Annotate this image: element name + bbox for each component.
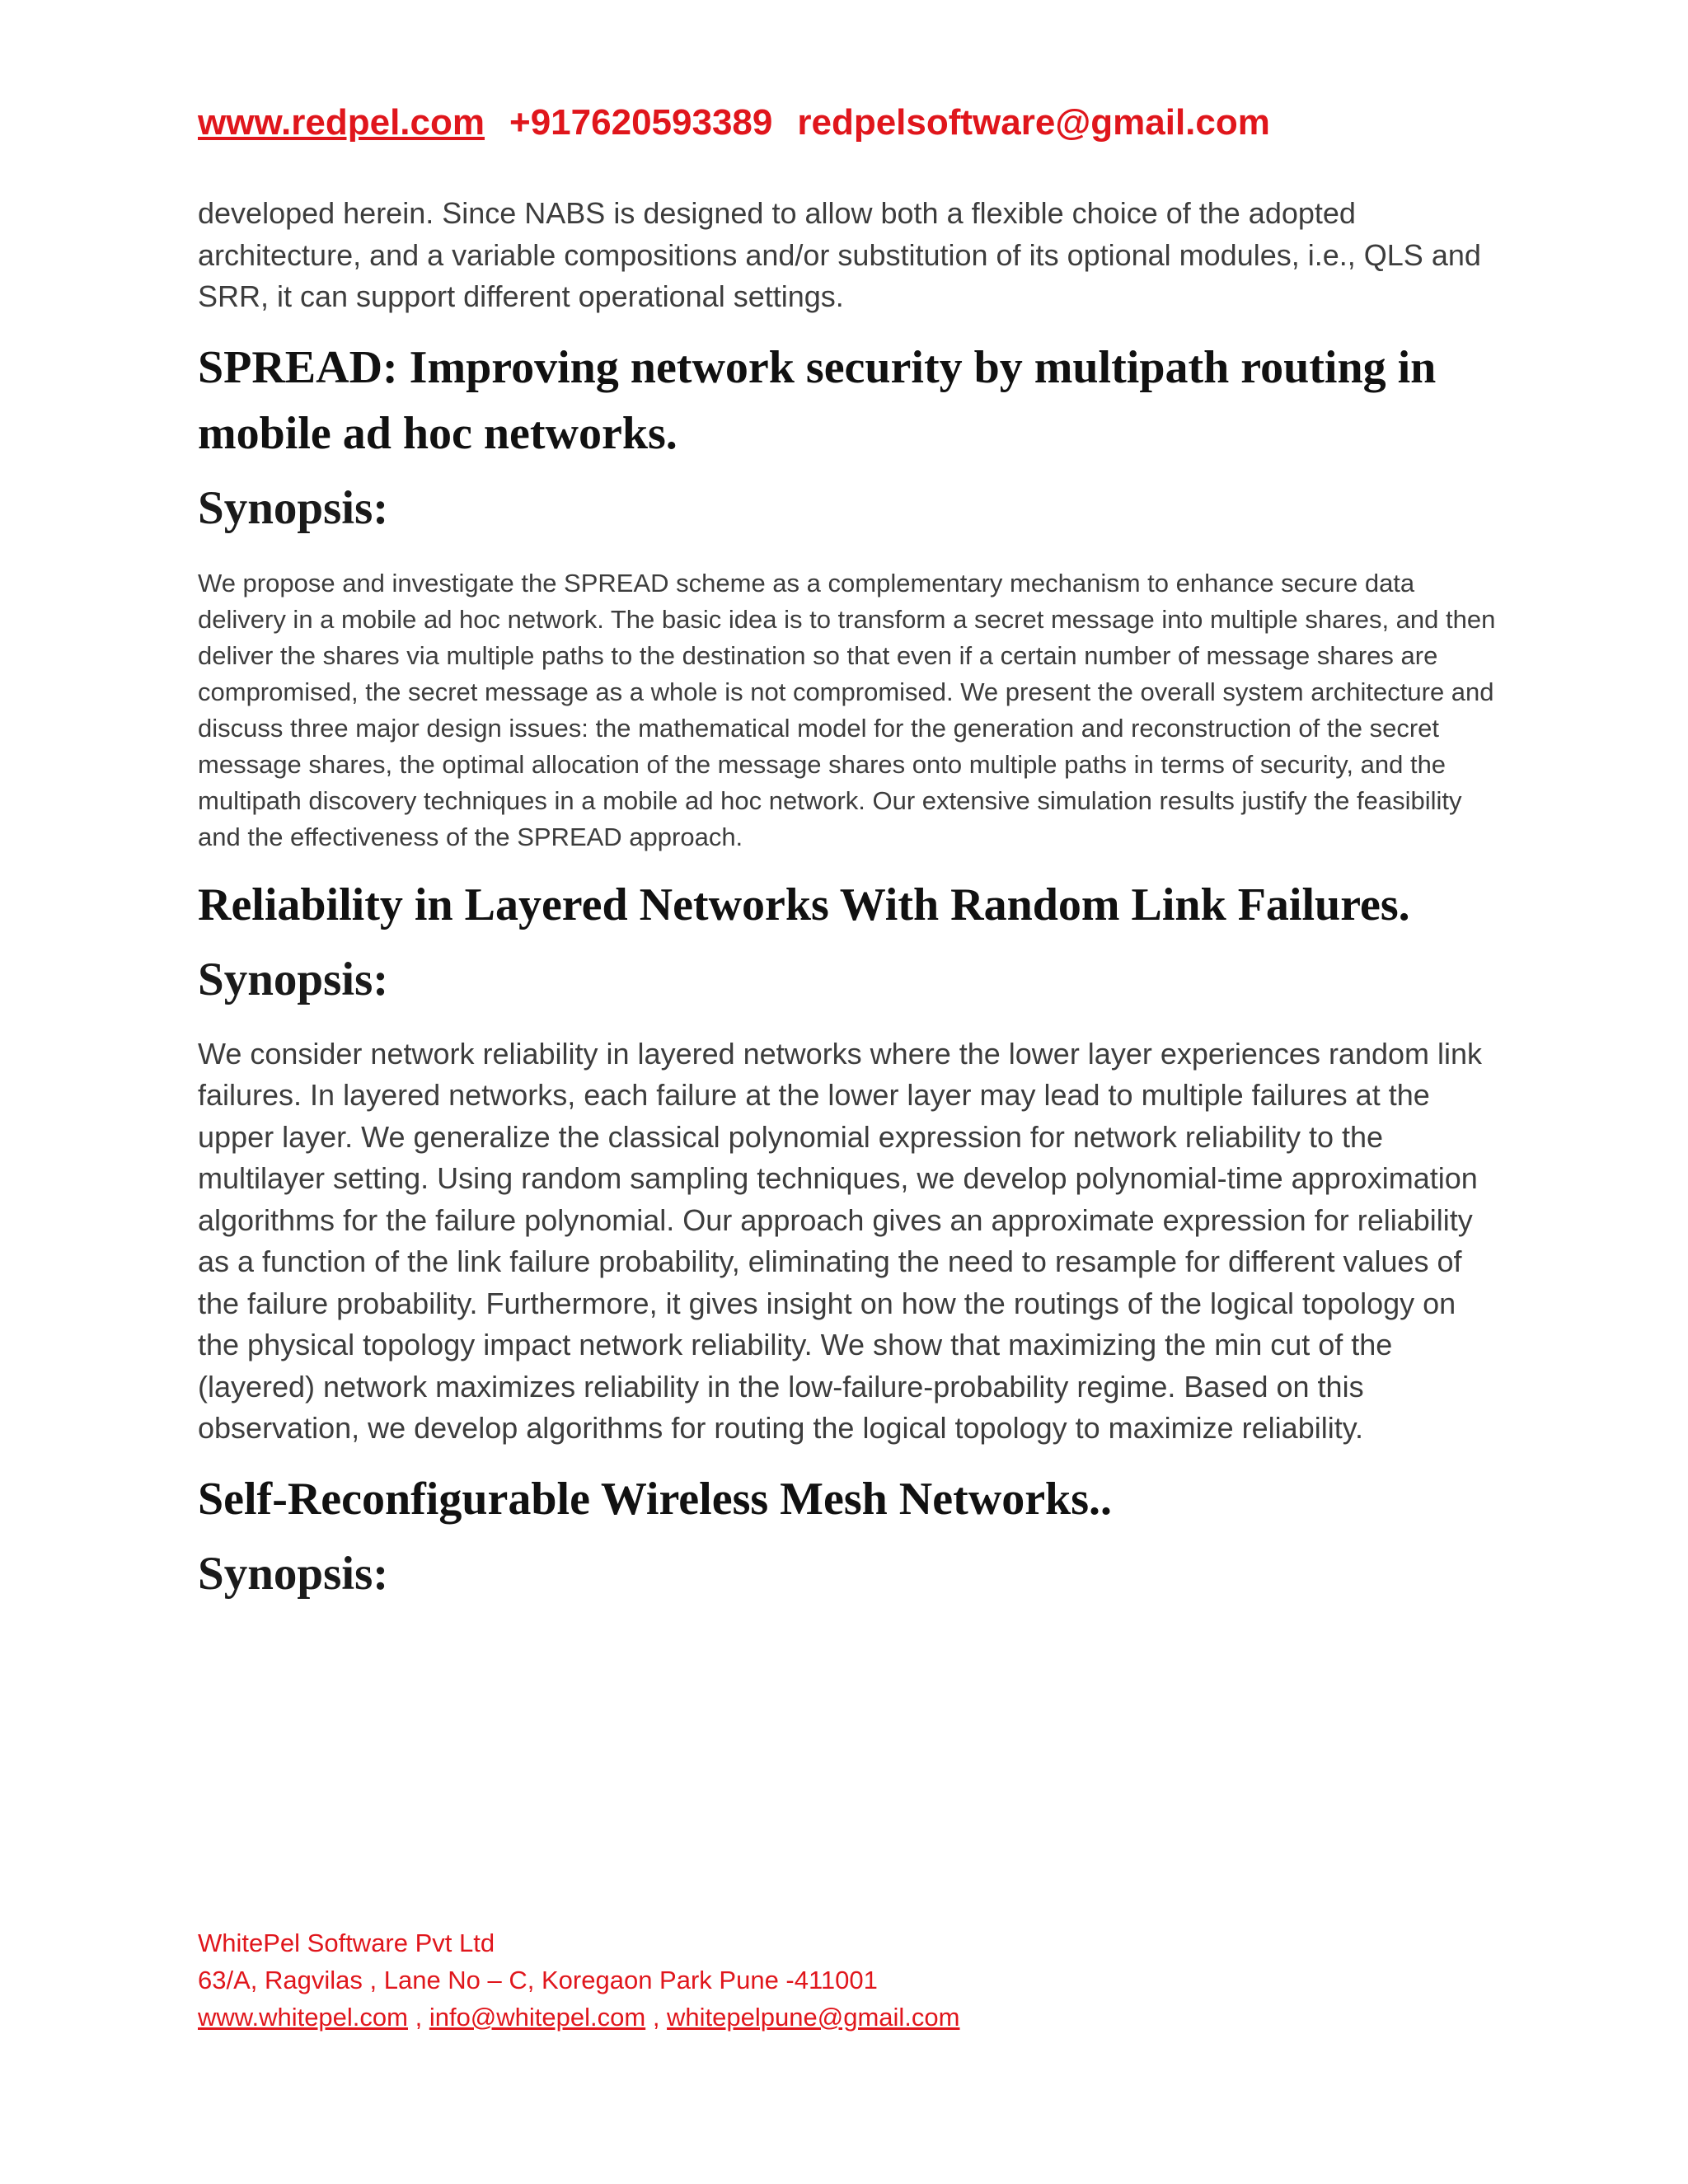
section-title-mesh: Self-Reconfigurable Wireless Mesh Networks..	[198, 1473, 1112, 1525]
contact-header	[198, 102, 1270, 143]
intro-paragraph: developed herein. Since NABS is designed to allow both a flexible choice of the adopted architecture, and a variable compositions and/or substitution of its optional modules, i.e., QLS and SRR, it can support different operational settings.	[198, 196, 1481, 313]
section-body-reliability: We consider network reliability in layered networks where the lower layer experiences random link failures. In layered networks, each failure at the lower layer may lead to multiple failures at the upper layer. We generalize the classical polynomial expression for network reliability to the multilayer setting. Using random sampling techniques, we develop polynomial-time approximation algorithms for the failure polynomial. Our approach gives an approximate expression for reliability as a function of the link failure probability, eliminating the need to resample for different values of the failure probability. Furthermore, it gives insight on how the routings of the logical topology on the physical topology impact network reliability. We show that maximizing the min cut of the (layered) network maximizes reliability in the low-failure-probability regime. Based on this observation, we develop algorithms for routing the logical topology to maximize reliability.	[198, 1036, 1483, 1445]
header-email: redpelsoftware@gmail.com	[797, 102, 1270, 143]
footer-info-email-link[interactable]: info@whitepel.com	[429, 2003, 646, 2032]
synopsis-heading: Synopsis:	[198, 481, 389, 534]
footer-links	[198, 1999, 959, 2036]
footer-website-link[interactable]: www.whitepel.com	[198, 2003, 408, 2032]
synopsis-heading: Synopsis:	[198, 953, 389, 1005]
section-body-spread: We propose and investigate the SPREAD scheme as a complementary mechanism to enhance secure data delivery in a mobile ad hoc network. The basic idea is to transform a secret message into multiple shares, and then deliver the shares via multiple paths to the destination so that even if a certain number of message shares are compromised, the secret message as a whole is not compromised. We present the overall system architecture and discuss three major design issues: the mathematical model for the generation and reconstruction of the secret message shares, the optimal allocation of the message shares onto multiple paths in terms of security, and the multipath discovery techniques in a mobile ad hoc network. Our extensive simulation results justify the feasibility and the effectiveness of the SPREAD approach.	[198, 568, 1496, 851]
footer-separator: ,	[407, 2003, 429, 2032]
company-footer	[198, 1924, 959, 2036]
footer-separator: ,	[645, 2003, 668, 2032]
footer-gmail-link[interactable]: whitepelpune@gmail.com	[667, 2003, 960, 2032]
synopsis-heading: Synopsis:	[198, 1547, 389, 1600]
header-phone: +917620593389	[509, 102, 773, 143]
section-title-reliability: Reliability in Layered Networks With Random Link Failures.	[198, 879, 1410, 930]
footer-address: 63/A, Ragvilas , Lane No – C, Koregaon Park Pune -411001	[198, 1966, 878, 1994]
header-website-link[interactable]: www.redpel.com	[198, 102, 485, 143]
document-content	[198, 193, 1500, 1603]
section-title-spread: SPREAD: Improving network security by multipath routing in mobile ad hoc networks.	[198, 341, 1437, 459]
footer-company-name: WhitePel Software Pvt Ltd	[198, 1929, 495, 1957]
